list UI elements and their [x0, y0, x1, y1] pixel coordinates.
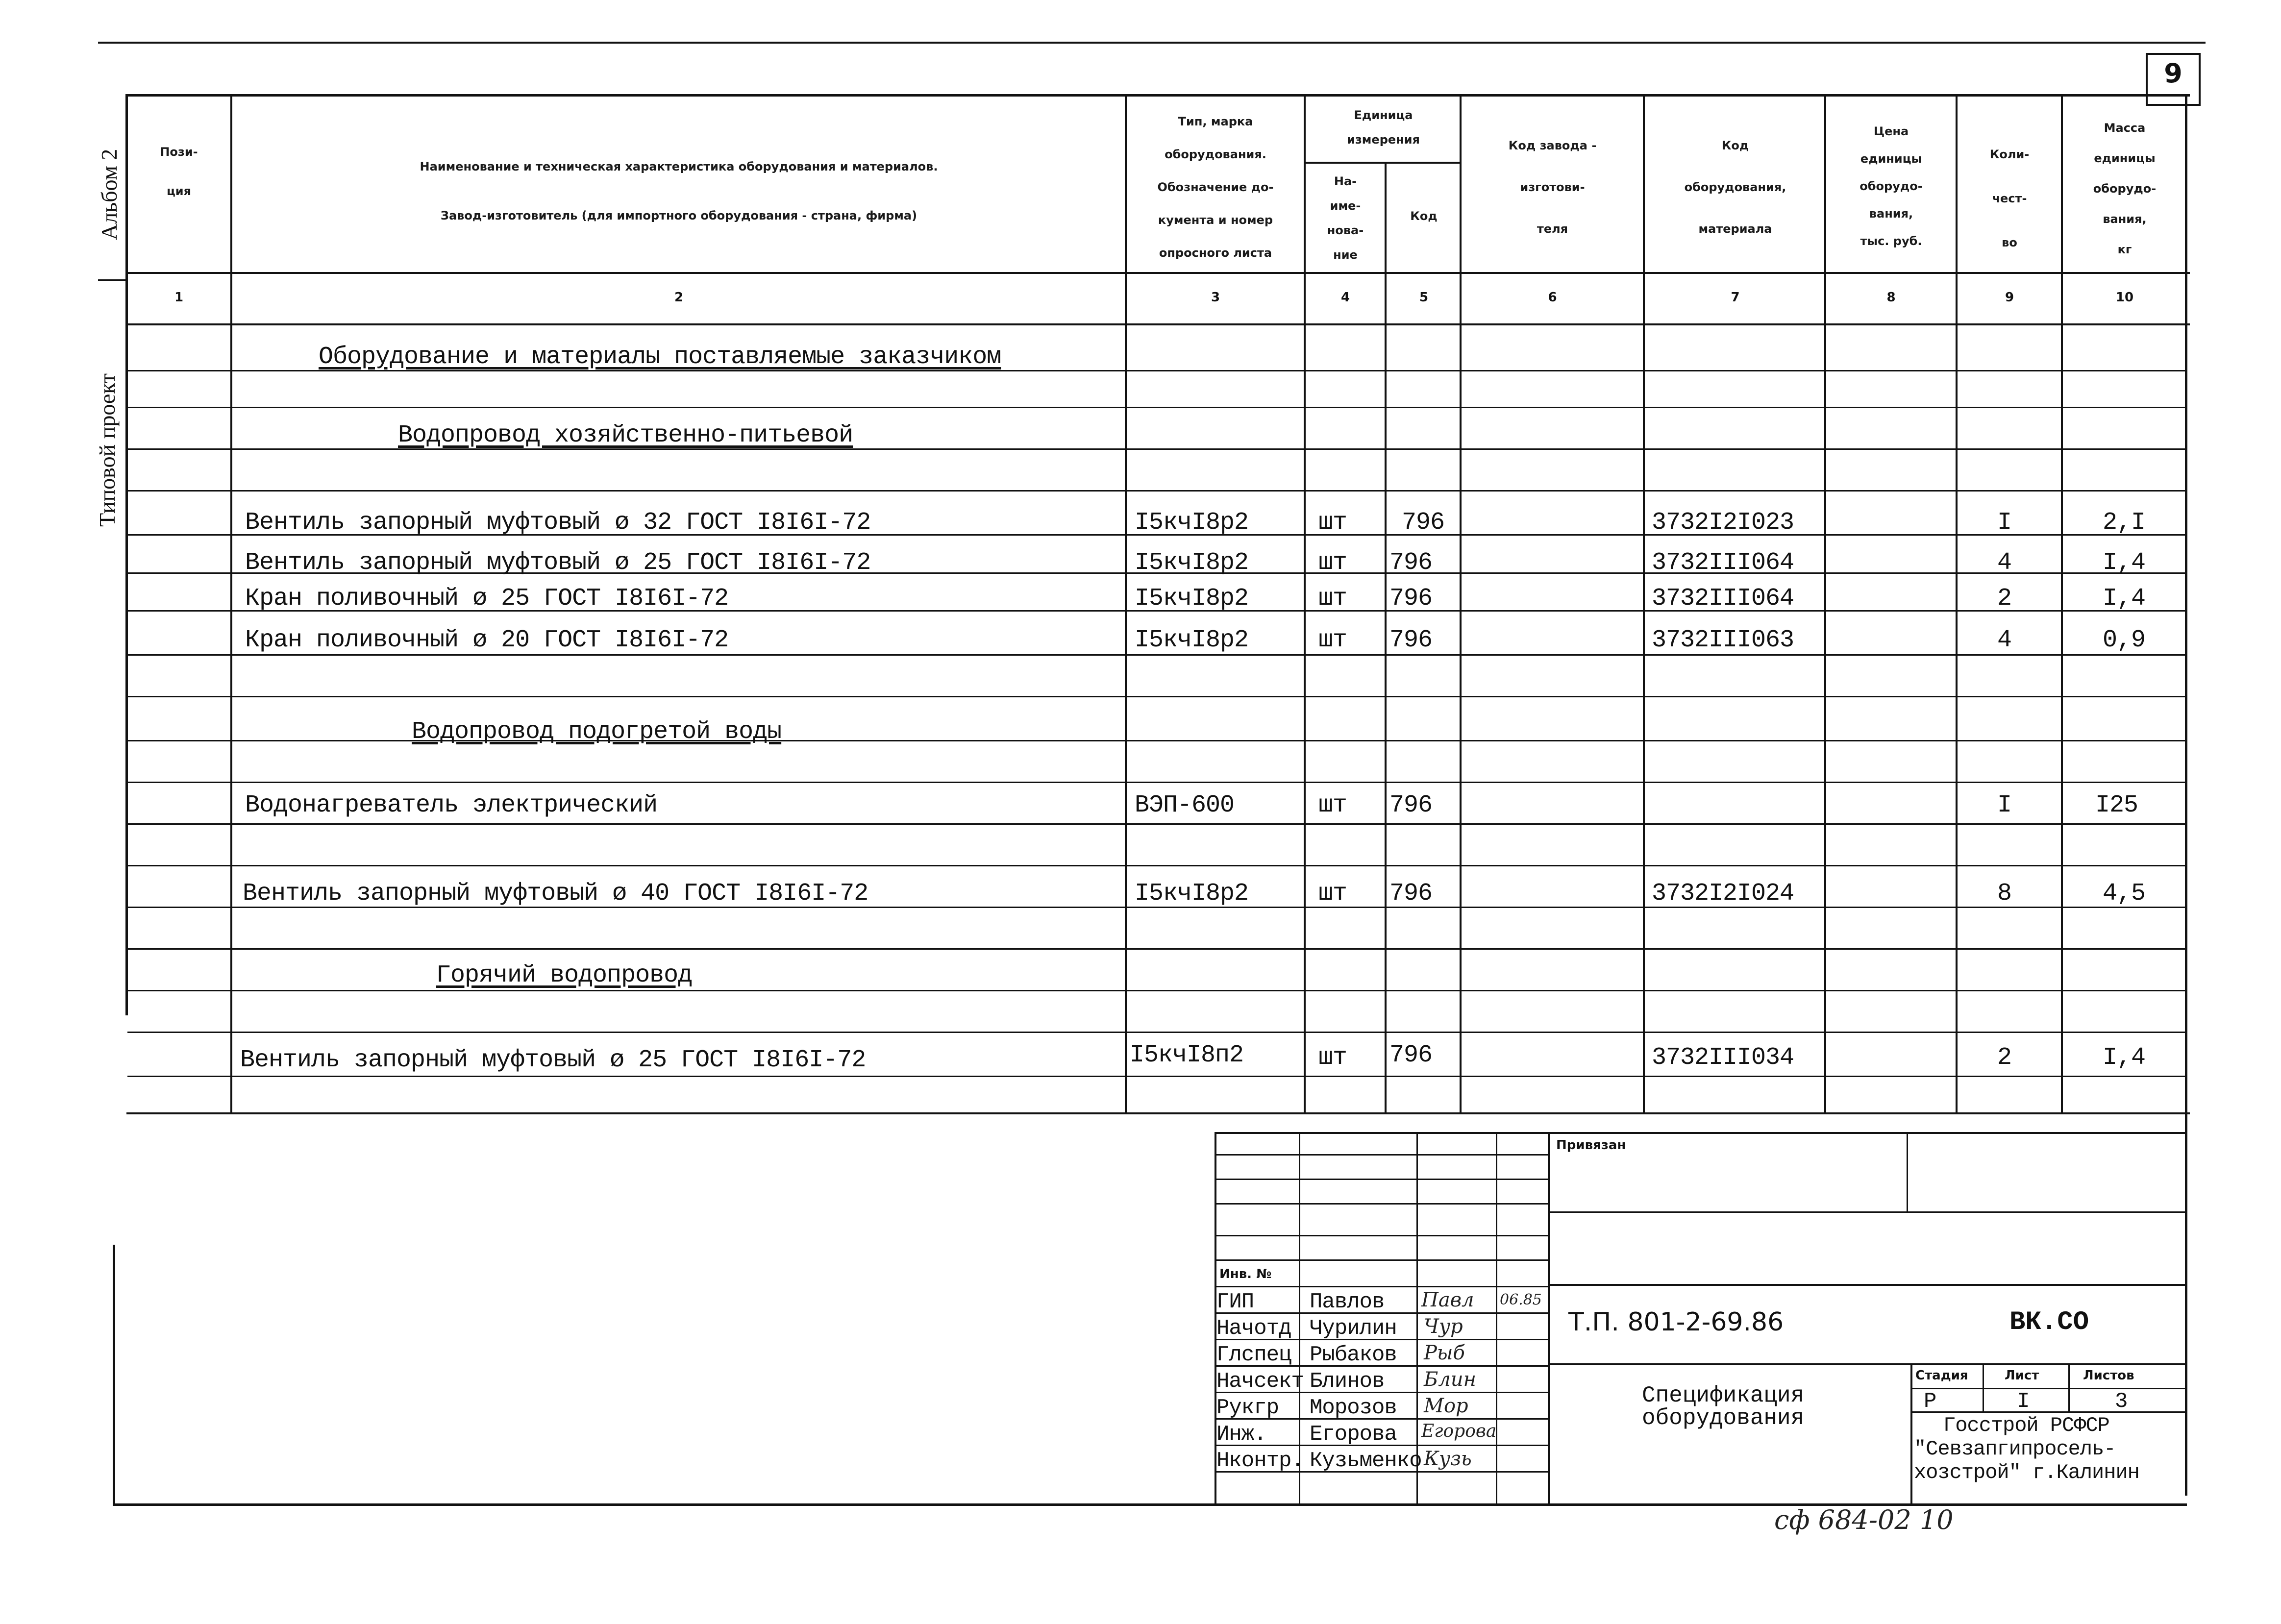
- header-col-3-line: Тип, марка: [1178, 115, 1253, 128]
- header-col-8-line: оборудо-: [1860, 179, 1923, 193]
- row-qty: 2: [1997, 585, 2012, 613]
- stamp-h3: [1548, 1363, 2187, 1365]
- row-separator: [127, 865, 2186, 866]
- header-col-1-line: ция: [166, 184, 191, 198]
- signature: Павл: [1421, 1289, 1474, 1311]
- table-left-border: [125, 94, 128, 1015]
- row-type: I5кчI8п2: [1130, 1041, 1244, 1069]
- signature: Блин: [1424, 1368, 1476, 1391]
- stamp-person: Павлов: [1310, 1290, 1385, 1314]
- header-col-1: [127, 132, 230, 211]
- stamp-stage-label: Стадия: [1915, 1368, 1968, 1383]
- top-rule: [98, 42, 2206, 44]
- header-col-10-line: единицы: [2094, 151, 2156, 165]
- col-number: 7: [1731, 290, 1740, 305]
- row-unit: шт: [1318, 791, 1347, 819]
- header-col-8-line: единицы: [1860, 152, 1922, 166]
- col-number: 2: [674, 290, 684, 305]
- row-name: Вентиль запорный муфтовый ø 32 ГОСТ I8I6I-72: [245, 509, 871, 537]
- header-col-9-line: Коли-: [1989, 148, 2030, 161]
- section-title: Оборудование и материалы поставляемые заказчиком: [319, 343, 1001, 371]
- header-col-7-line: оборудования,: [1684, 180, 1786, 194]
- header-col-5: [1387, 201, 1461, 231]
- row-qty: I: [1997, 509, 2012, 537]
- stamp-col-c: [1496, 1132, 1497, 1504]
- row-type: ВЭП-600: [1135, 791, 1235, 819]
- stamp-sheet: I: [2017, 1389, 2030, 1414]
- row-name: Вентиль запорный муфтовый ø 40 ГОСТ I8I6I-72: [243, 880, 868, 908]
- side-divider: [98, 279, 126, 281]
- col-divider-6: [1643, 94, 1645, 1113]
- stamp-col-d: [1548, 1132, 1550, 1504]
- row-mass: 4,5: [2103, 880, 2146, 908]
- row-unit: шт: [1318, 1044, 1347, 1072]
- row-unit: шт: [1318, 880, 1347, 908]
- header-col-4-line: нова-: [1327, 223, 1364, 237]
- stamp-row-separator: [1215, 1154, 1549, 1156]
- header-col-6-line: изготови-: [1520, 180, 1585, 194]
- row-qty: 2: [1997, 1044, 2012, 1072]
- header-col-3-line: Обозначение до-: [1157, 180, 1274, 194]
- header-col-7: [1646, 125, 1825, 250]
- row-name: Кран поливочный ø 25 ГОСТ I8I6I-72: [245, 585, 729, 613]
- row-type: I5кчI8р2: [1135, 626, 1249, 654]
- stamp-org-line: Госстрой РСФСР: [1943, 1414, 2109, 1437]
- stamp-org-line: хозстрой" г.Калинин: [1914, 1461, 2139, 1484]
- stamp-vsplit: [1910, 1363, 1912, 1504]
- row-qty: I: [1997, 791, 2012, 819]
- stamp-role: Инж.: [1216, 1422, 1266, 1447]
- stamp-priv-right: [1907, 1132, 1908, 1213]
- page-number: 9: [2164, 58, 2182, 89]
- stamp-role: ГИП: [1216, 1290, 1254, 1314]
- col-divider-1: [230, 94, 232, 1113]
- col-divider-9: [2061, 94, 2063, 1113]
- header-col-2-line: Наименование и техническая характеристика оборудования и материалов.: [420, 160, 938, 173]
- bottom-note: сф 684-02 10: [1774, 1504, 1954, 1535]
- stamp-title-line: Спецификация: [1642, 1383, 1805, 1408]
- col-number: 3: [1211, 290, 1220, 305]
- header-unit-group-line: измерения: [1347, 133, 1420, 147]
- header-col-9-line: во: [2002, 236, 2017, 249]
- stamp-stage-col1: [1983, 1363, 1984, 1412]
- row-separator: [127, 948, 2186, 950]
- stamp-org-line: "Севзапгипросель-: [1914, 1437, 2116, 1461]
- col-divider-5: [1460, 94, 1462, 1113]
- row-unit-code: 796: [1389, 880, 1433, 908]
- col-number: 9: [2005, 290, 2014, 305]
- row-name: Вентиль запорный муфтовый ø 25 ГОСТ I8I6I-72: [245, 549, 871, 577]
- header-col-4: [1306, 169, 1385, 267]
- header-unit-group-line: Единица: [1354, 108, 1413, 122]
- signature: Чур: [1424, 1315, 1463, 1338]
- row-unit-code: 796: [1402, 509, 1445, 537]
- stamp-title-line: оборудования: [1642, 1405, 1805, 1431]
- header-col-8-line: тыс. руб.: [1860, 234, 1922, 248]
- row-code: 3732III034: [1652, 1044, 1794, 1072]
- side-label-project: Типовой проект: [95, 373, 120, 527]
- stamp-role: Рукгр: [1216, 1396, 1279, 1420]
- header-col-2-line: Завод-изготовитель (для импортного оборудования - страна, фирма): [440, 209, 917, 222]
- signature: Мор: [1424, 1395, 1468, 1417]
- row-mass: I,4: [2103, 549, 2146, 577]
- row-type: I5кчI8р2: [1135, 880, 1249, 908]
- stamp-row-separator: [1215, 1286, 1549, 1287]
- header-col-1-line: Пози-: [160, 145, 198, 159]
- stamp-inv-label: Инв. №: [1219, 1267, 1272, 1281]
- stamp-role: Глспец: [1216, 1343, 1291, 1367]
- row-mass: 0,9: [2103, 626, 2146, 654]
- stamp-row-separator: [1215, 1203, 1549, 1205]
- row-unit-code: 796: [1389, 549, 1433, 577]
- stamp-h2: [1548, 1284, 2187, 1286]
- row-separator: [127, 490, 2186, 492]
- header-col-3-line: кумента и номер: [1158, 213, 1273, 227]
- row-unit-code: 796: [1389, 626, 1433, 654]
- row-name: Водонагреватель электрический: [245, 791, 658, 819]
- section-title: Горячий водопровод: [436, 961, 693, 989]
- row-type: I5кчI8р2: [1135, 509, 1249, 537]
- section-title: Водопровод хозяйственно-питьевой: [398, 421, 853, 449]
- col-number: 5: [1419, 290, 1429, 305]
- table-bottom: [126, 1112, 2190, 1114]
- header-unit-group: [1306, 103, 1461, 152]
- signature: Кузь: [1424, 1448, 1472, 1470]
- unit-group-divider: [1304, 162, 1461, 164]
- row-name: Вентиль запорный муфтовый ø 25 ГОСТ I8I6I-72: [240, 1046, 866, 1074]
- col-number: 1: [174, 290, 184, 305]
- row-separator: [127, 823, 2186, 825]
- row-unit: шт: [1318, 549, 1347, 577]
- header-col-10-line: вания,: [2103, 212, 2147, 226]
- header-col-5-line: Код: [1410, 209, 1438, 223]
- row-unit-code: 796: [1389, 791, 1433, 819]
- table-numrow-bottom: [126, 323, 2190, 325]
- row-code: 3732III063: [1652, 626, 1794, 654]
- stamp-person: Чурилин: [1310, 1316, 1397, 1341]
- row-code: 3732I2I024: [1652, 880, 1794, 908]
- header-col-7-line: Код: [1721, 139, 1749, 152]
- row-qty: 4: [1997, 549, 2012, 577]
- header-col-8: [1827, 118, 1956, 255]
- header-col-10-line: оборудо-: [2093, 182, 2157, 196]
- side-label-album: Альбом 2: [97, 148, 122, 240]
- row-unit: шт: [1318, 509, 1347, 537]
- header-col-10-line: Масса: [2104, 121, 2146, 135]
- outer-left-lower: [113, 1245, 115, 1504]
- header-col-4-line: ние: [1333, 248, 1358, 262]
- stamp-sheet-code: ВК.СО: [2009, 1307, 2089, 1337]
- stamp-role: Начсект: [1216, 1369, 1304, 1394]
- header-col-3-line: оборудования.: [1165, 148, 1266, 161]
- stamp-stage-row: [1910, 1388, 2187, 1389]
- col-number: 10: [2115, 290, 2134, 305]
- header-col-9: [1958, 132, 2061, 265]
- col-number: 4: [1340, 290, 1350, 305]
- row-type: I5кчI8р2: [1135, 585, 1249, 613]
- stamp-h1: [1548, 1211, 2187, 1213]
- stamp-date: 06.85: [1500, 1291, 1542, 1308]
- table-header-bottom: [126, 272, 2190, 274]
- header-col-10-line: кг: [2117, 243, 2132, 256]
- stamp-person: Морозов: [1310, 1396, 1397, 1420]
- stamp-role: Нконтр.: [1216, 1449, 1304, 1473]
- header-col-6-line: теля: [1537, 222, 1568, 236]
- stamp-row-separator: [1215, 1235, 1549, 1236]
- stamp-sheets-label: Листов: [2083, 1368, 2134, 1383]
- row-mass: I,4: [2103, 1044, 2146, 1072]
- stamp-priv-label: Привязан: [1556, 1138, 1626, 1153]
- header-col-8-line: вания,: [1869, 207, 1913, 221]
- col-divider-4: [1385, 162, 1387, 1113]
- header-col-7-line: материала: [1698, 222, 1772, 236]
- row-unit: шт: [1318, 626, 1347, 654]
- row-separator: [127, 654, 2186, 656]
- header-col-4-line: име-: [1330, 199, 1361, 213]
- header-col-3: [1127, 105, 1304, 270]
- row-type: I5кчI8р2: [1135, 549, 1249, 577]
- row-unit-code: 796: [1389, 1041, 1433, 1069]
- stamp-sheets: 3: [2115, 1389, 2128, 1414]
- stamp-person: Егорова: [1310, 1422, 1397, 1447]
- row-separator: [127, 1032, 2186, 1033]
- col-number: 8: [1886, 290, 1896, 305]
- row-code: 3732I2I023: [1652, 509, 1794, 537]
- header-col-6: [1463, 125, 1642, 250]
- col-divider-3: [1304, 94, 1306, 1113]
- signature: Егорова: [1421, 1421, 1497, 1441]
- col-divider-8: [1956, 94, 1958, 1113]
- row-separator: [127, 696, 2186, 697]
- row-separator: [127, 1076, 2186, 1077]
- row-qty: 8: [1997, 880, 2012, 908]
- row-unit: шт: [1318, 585, 1347, 613]
- stamp-row-separator: [1215, 1259, 1549, 1261]
- row-mass: 2,I: [2103, 509, 2146, 537]
- row-mass: I,4: [2103, 585, 2146, 613]
- row-qty: 4: [1997, 626, 2012, 654]
- stamp-top: [1215, 1132, 2187, 1134]
- col-number: 6: [1548, 290, 1557, 305]
- stamp-person: Кузьменко: [1310, 1449, 1422, 1473]
- row-separator: [127, 407, 2186, 408]
- stamp-doc-code: Т.П. 801-2-69.86: [1568, 1307, 1784, 1337]
- row-code: 3732III064: [1652, 585, 1794, 613]
- header-col-4-line: На-: [1334, 174, 1357, 188]
- stamp-row-separator: [1215, 1179, 1549, 1180]
- row-separator: [127, 782, 2186, 783]
- header-col-9-line: чест-: [1992, 192, 2027, 205]
- header-col-2: [233, 142, 1125, 240]
- header-col-6-line: Код завода -: [1508, 139, 1597, 152]
- section-title: Водопровод подогретой воды: [412, 718, 782, 746]
- stamp-stage-row2: [1910, 1411, 2187, 1413]
- stamp-org: [1914, 1414, 2139, 1484]
- row-separator: [127, 990, 2186, 991]
- stamp-stage-col2: [2068, 1363, 2070, 1412]
- row-code: 3732III064: [1652, 549, 1794, 577]
- stamp-person: Блинов: [1310, 1369, 1385, 1394]
- row-unit-code: 796: [1389, 585, 1433, 613]
- table-top-border: [126, 94, 2190, 97]
- stamp-title: [1642, 1384, 1804, 1429]
- header-col-8-line: Цена: [1873, 124, 1909, 138]
- row-name: Кран поливочный ø 20 ГОСТ I8I6I-72: [245, 626, 729, 654]
- col-divider-2: [1125, 94, 1127, 1113]
- row-mass: I25: [2095, 791, 2138, 819]
- header-col-3-line: опросного листа: [1159, 246, 1272, 260]
- header-col-10: [2063, 113, 2186, 265]
- stamp-role: Начотд: [1216, 1316, 1291, 1341]
- stamp-sheet-label: Лист: [2005, 1368, 2039, 1383]
- signature: Рыб: [1424, 1342, 1465, 1364]
- stamp-stage: Р: [1924, 1389, 1936, 1414]
- stamp-person: Рыбаков: [1310, 1343, 1397, 1367]
